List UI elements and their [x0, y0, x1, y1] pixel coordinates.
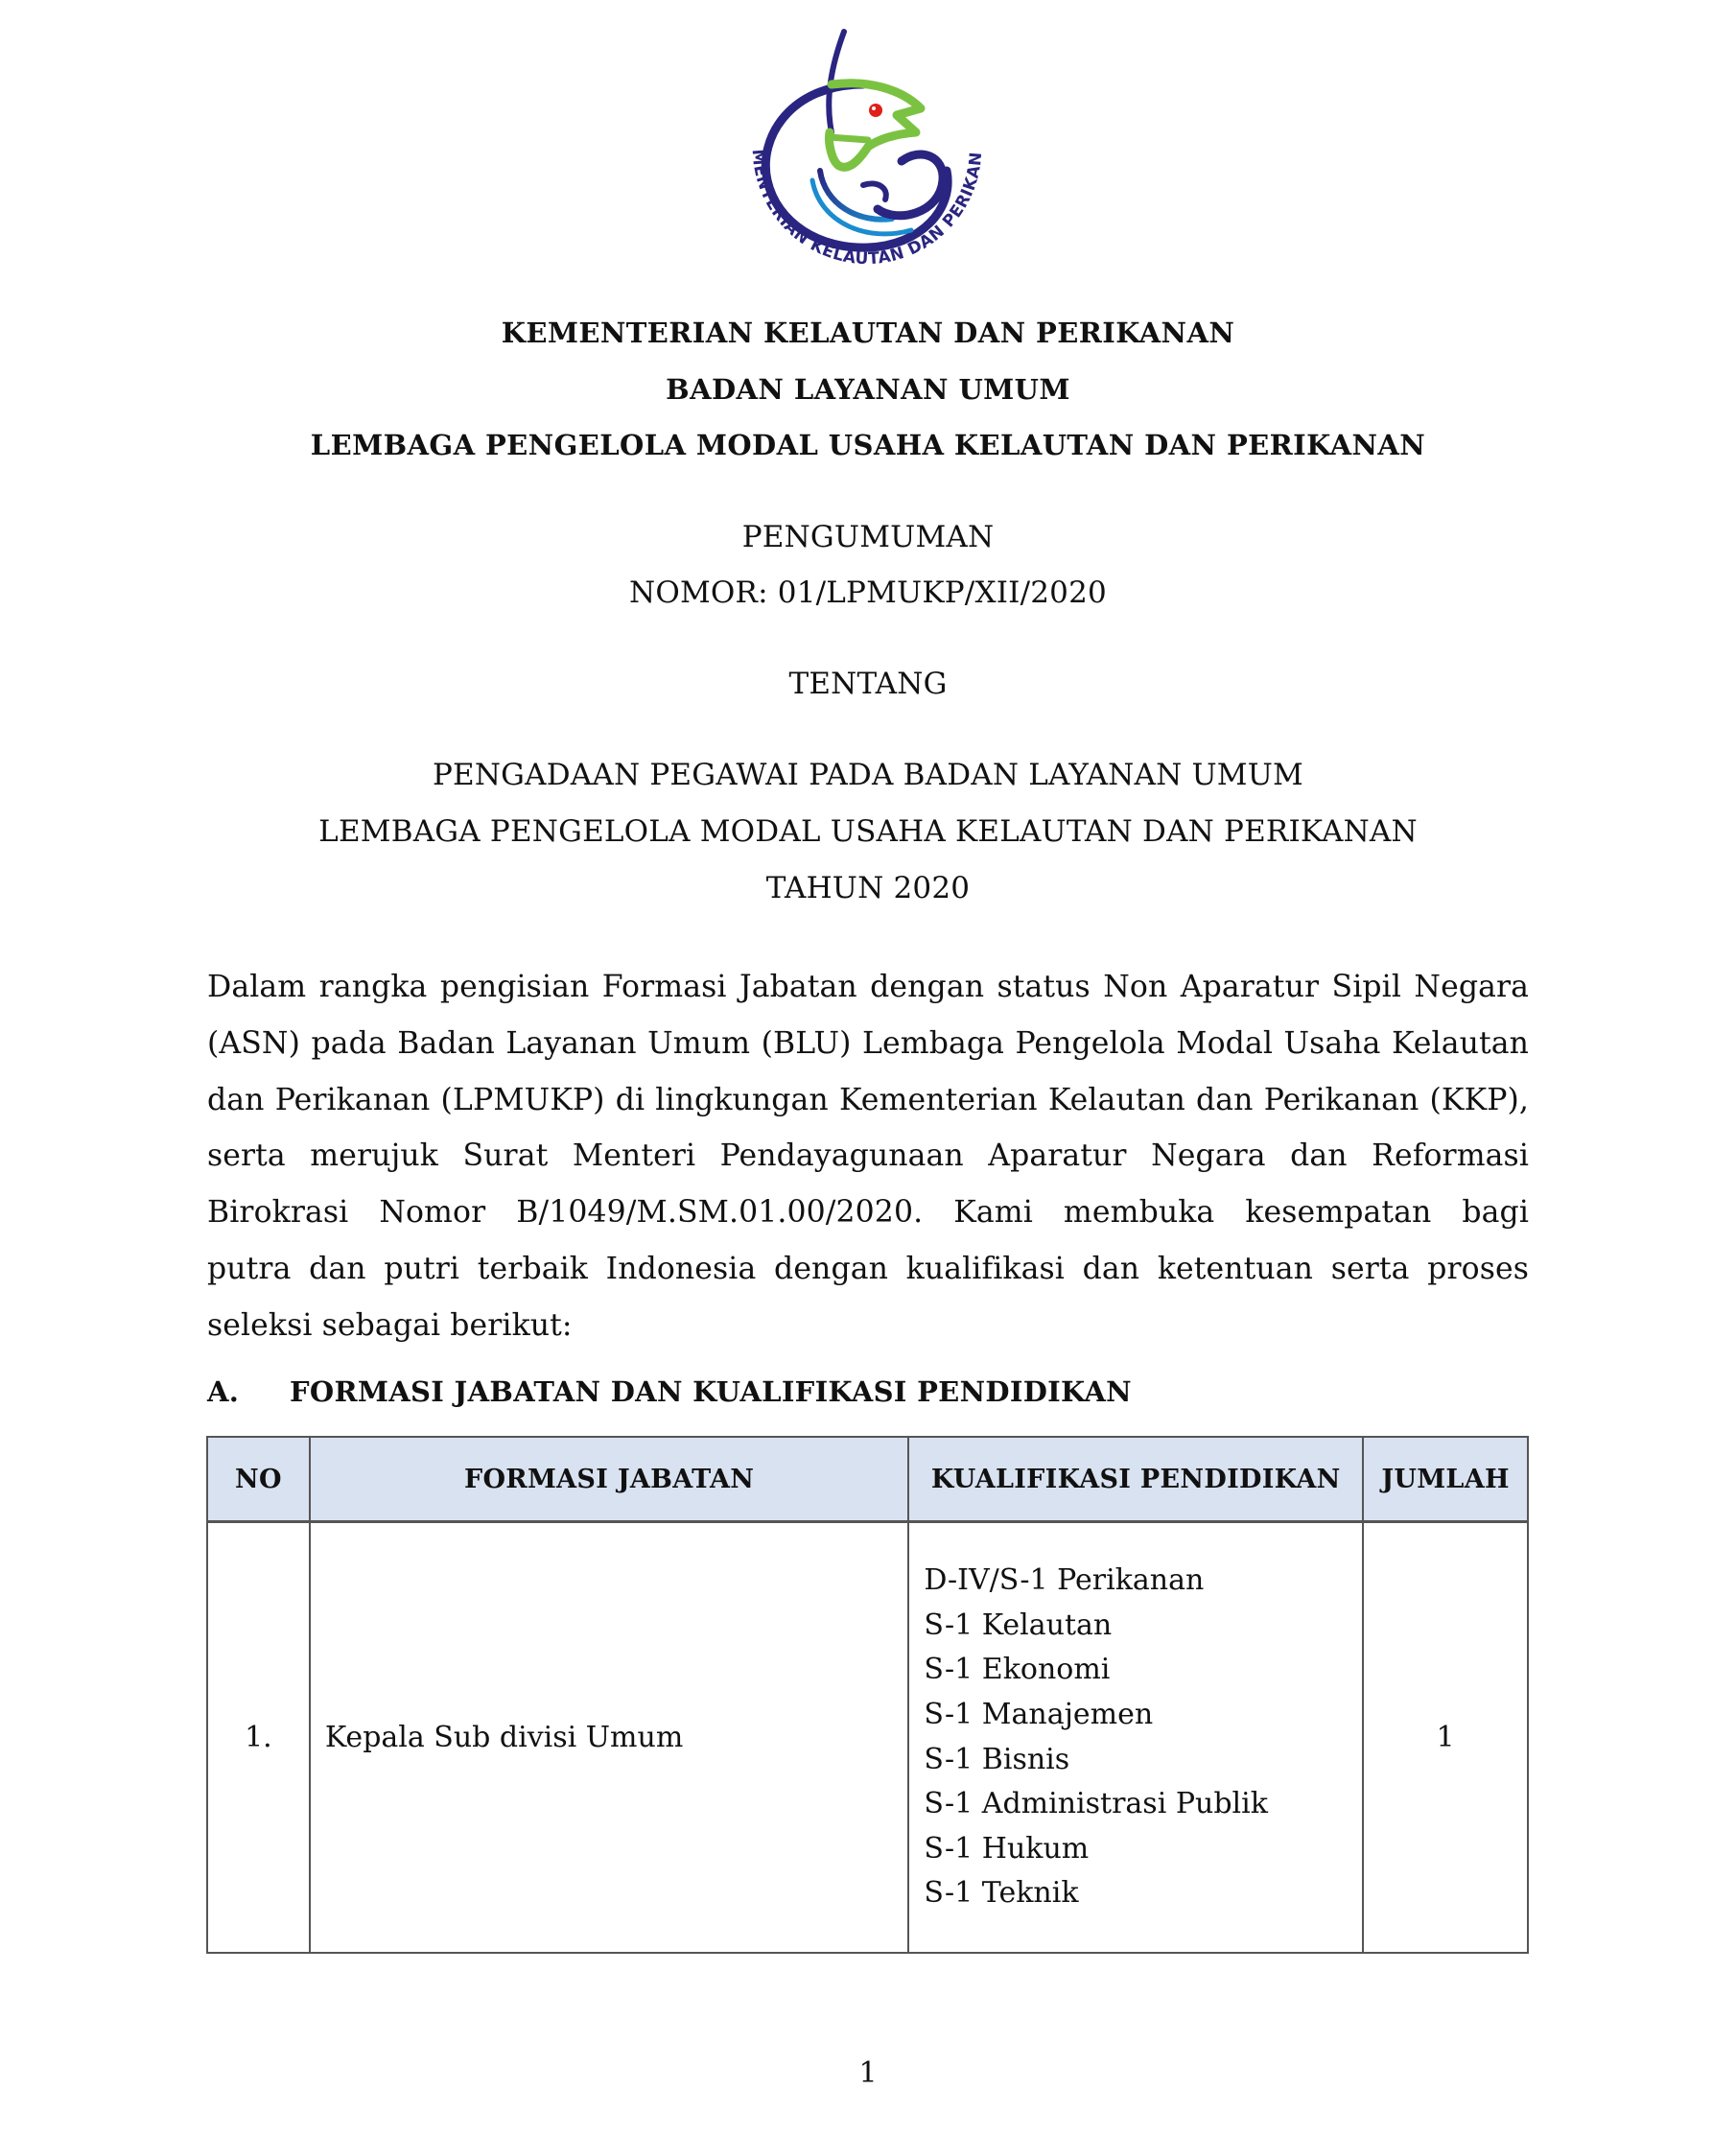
header-lpmukp: LEMBAGA PENGELOLA MODAL USAHA KELAUTAN DAN PERIKANAN	[310, 429, 1426, 461]
cell-formasi: Kepala Sub divisi Umum	[310, 1522, 909, 1954]
column-header-formasi: FORMASI JABATAN	[310, 1437, 909, 1522]
intro-line: Birokrasi Nomor B/1049/M.SM.01.00/2020. Kami membuka kesempatan bagi	[207, 1195, 1529, 1231]
page-number: 1	[858, 2056, 878, 2090]
svg-text:KEMENTERIAN KELAUTAN DAN PERIK	[724, 27, 986, 269]
intro-paragraph	[207, 959, 1529, 1354]
formasi-table	[206, 1436, 1529, 1954]
section-a-heading	[207, 1375, 1132, 1408]
header-blu: BADAN LAYANAN UMUM	[666, 373, 1070, 406]
kkp-logo	[724, 27, 1012, 286]
column-header-no: NO	[207, 1437, 310, 1522]
kkp-logo-icon	[724, 27, 1012, 286]
intro-line: Dalam rangka pengisian Formasi Jabatan dengan status Non Aparatur Sipil Negara	[207, 970, 1529, 1004]
cell-kualifikasi	[908, 1522, 1363, 1954]
header-ministry: KEMENTERIAN KELAUTAN DAN PERIKANAN	[501, 317, 1235, 349]
kualifikasi-item: S-1 Hukum	[924, 1831, 1090, 1866]
intro-line: putra dan putri terbaik Indonesia dengan kualifikasi dan ketentuan serta proses	[207, 1251, 1529, 1286]
subject-line-1: PENGADAAN PEGAWAI PADA BADAN LAYANAN UMUM	[432, 758, 1304, 792]
table-header-row	[207, 1437, 1528, 1522]
table-row	[207, 1522, 1528, 1954]
kualifikasi-item: S-1 Ekonomi	[924, 1653, 1111, 1687]
subject-line-2: LEMBAGA PENGELOLA MODAL USAHA KELAUTAN DAN PERIKANAN	[318, 814, 1418, 849]
section-letter: A.	[207, 1375, 240, 1408]
logo-text: MENTERIAN KELAUTAN DAN PERIKAN	[747, 148, 987, 270]
intro-line: dan Perikanan (LPMUKP) di lingkungan Kementerian Kelautan dan Perikanan (KKP),	[207, 1082, 1529, 1117]
kualifikasi-item: S-1 Administrasi Publik	[924, 1787, 1268, 1821]
kualifikasi-item: S-1 Teknik	[924, 1876, 1079, 1911]
intro-line: seleksi sebagai berikut:	[207, 1307, 573, 1343]
kualifikasi-item: S-1 Bisnis	[924, 1742, 1070, 1776]
intro-line: (ASN) pada Badan Layanan Umum (BLU) Lembaga Pengelola Modal Usaha Kelautan	[207, 1025, 1529, 1061]
kualifikasi-list	[924, 1559, 1362, 1916]
kualifikasi-item: S-1 Kelautan	[924, 1608, 1113, 1642]
announcement-title: PENGUMUMAN	[741, 520, 995, 554]
kualifikasi-item: S-1 Manajemen	[924, 1697, 1154, 1731]
cell-no: 1.	[207, 1522, 310, 1954]
column-header-jumlah: JUMLAH	[1363, 1437, 1528, 1522]
section-title: FORMASI JABATAN DAN KUALIFIKASI PENDIDIKAN	[290, 1375, 1132, 1408]
subject-line-3: TAHUN 2020	[765, 871, 971, 905]
announcement-about: TENTANG	[788, 667, 948, 701]
announcement-number: NOMOR: 01/LPMUKP/XII/2020	[629, 575, 1107, 610]
cell-jumlah: 1	[1363, 1522, 1528, 1954]
kualifikasi-item: D-IV/S-1 Perikanan	[924, 1563, 1205, 1598]
column-header-kualifikasi: KUALIFIKASI PENDIDIKAN	[908, 1437, 1363, 1522]
intro-line: serta merujuk Surat Menteri Pendayagunaan Aparatur Negara dan Reformasi	[207, 1138, 1529, 1174]
